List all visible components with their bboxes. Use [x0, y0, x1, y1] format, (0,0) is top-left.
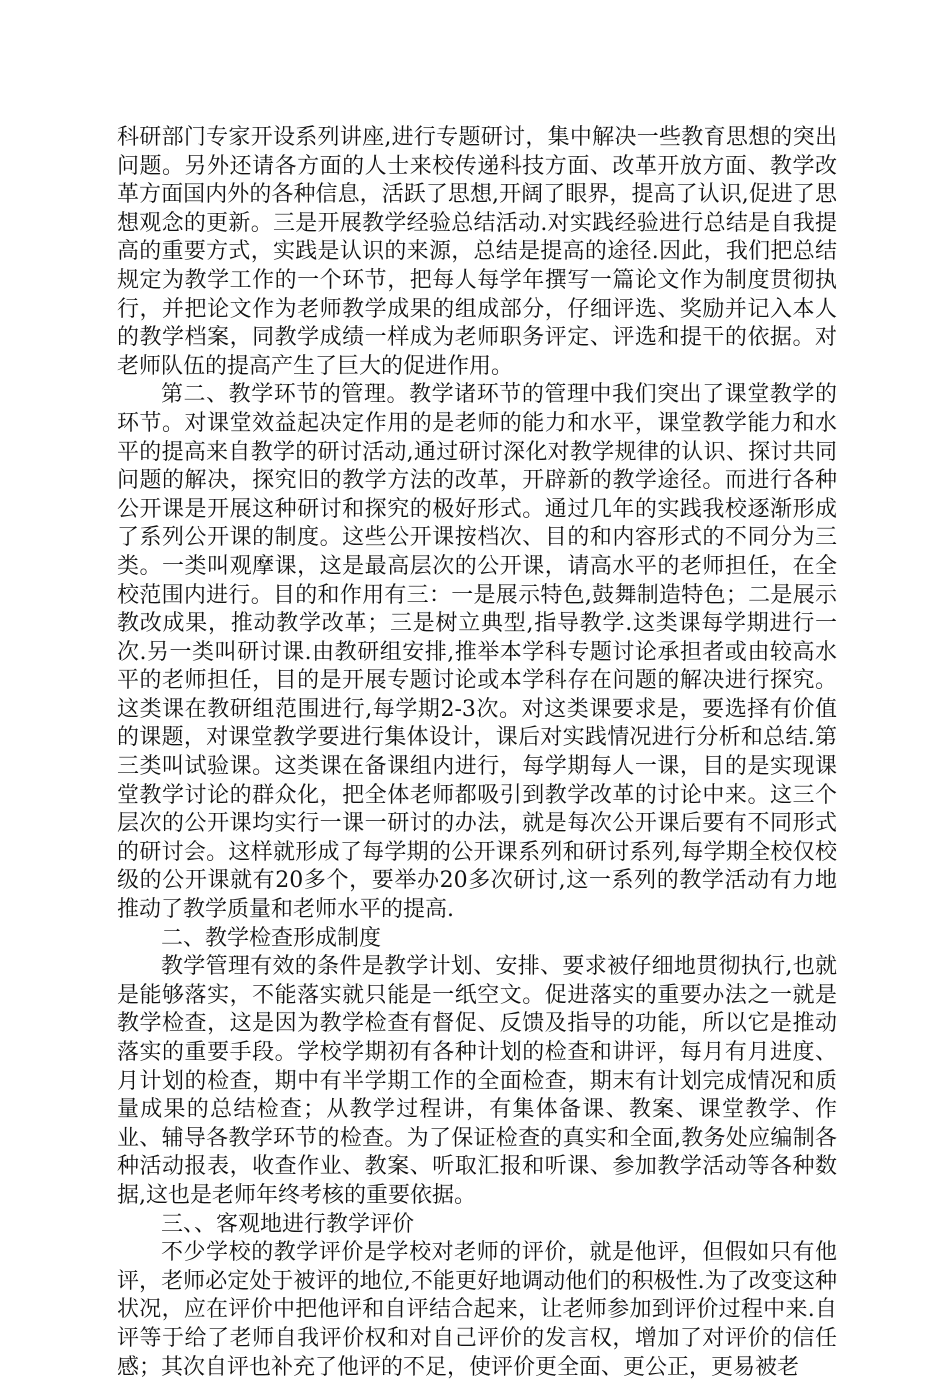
section-heading-teaching-inspection: 二、教学检查形成制度: [161, 925, 382, 951]
section-heading-teaching-evaluation: 三、、客观地进行教学评价: [161, 1211, 415, 1237]
paragraph-teaching-evaluation: 不少学校的教学评价是学校对老师的评价，就是他评，但假如只有他评，老师必定处于被评的地位,不能更好地调动他们的积极性.为了改变这种状况，应在评价中把他评和自评结合起来，让老师参加到评价过程中来.自评等于给了老师自我评价权和对自己评价的发言权，增加了对评价的信任感；其次自评也补充了他评的不足，使评价更全面、更公正，更易被老: [117, 1240, 837, 1380]
paragraph-teaching-inspection: 教学管理有效的条件是教学计划、安排、要求被仔细地贯彻执行,也就是能够落实，不能落实就只能是一纸空文。促进落实的重要办法之一就是教学检查，这是因为教学检查有督促、反馈及指导的功能，所以它是推动落实的重要手段。学校学期初有各种计划的检查和讲评，每月有月进度、月计划的检查，期中有半学期工作的全面检查，期末有计划完成情况和质量成果的总结检查；从教学过程讲，有集体备课、教案、课堂教学、作业、辅导各教学环节的检查。为了保证检查的真实和全面,教务处应编制各种活动报表，收查作业、教案、听取汇报和听课、参加教学活动等各种数据,这也是老师年终考核的重要依据。: [117, 954, 837, 1208]
paragraph-research-seminars: 科研部门专家开设系列讲座,进行专题研讨，集中解决一些教育思想的突出问题。另外还请各方面的人士来校传递科技方面、改革开放方面、教学改革方面国内外的各种信息，活跃了思想,开阔了眼界，提高了认识,促进了思想观念的更新。三是开展教学经验总结活动.对实践经验进行总结是自我提高的重要方式，实践是认识的来源，总结是提高的途径.因此，我们把总结规定为教学工作的一个环节，把每人每学年撰写一篇论文作为制度贯彻执行，并把论文作为老师教学成果的组成部分，仔细评选、奖励并记入本人的教学档案，同教学成绩一样成为老师职务评定、评选和提干的依据。对老师队伍的提高产生了巨大的促进作用。: [117, 125, 837, 379]
paragraph-teaching-link-management: 第二、教学环节的管理。教学诸环节的管理中我们突出了课堂教学的环节。对课堂效益起决定作用的是老师的能力和水平，课堂教学能力和水平的提高来自教学的研讨活动,通过研讨深化对教学规律的认识、探讨共同问题的解决，探究旧的教学方法的改革，开辟新的教学途径。而进行各种公开课是开展这种研讨和探究的极好形式。通过几年的实践我校逐渐形成了系列公开课的制度。这些公开课按档次、目的和内容形式的不同分为三类。一类叫观摩课，这是最高层次的公开课，请高水平的老师担任，在全校范围内进行。目的和作用有三：一是展示特色,鼓舞制造特色；二是展示教改成果，推动教学改革；三是树立典型,指导教学.这类课每学期进行一次.另一类叫研讨课.由教研组安排,推举本学科专题讨论承担者或由较高水平的老师担任，目的是开展专题讨论或本学科存在问题的解决进行探究。这类课在教研组范围进行,每学期2-3次。对这类课要求是，要选择有价值的课题，对课堂教学要进行集体设计，课后对实践情况进行分析和总结.第三类叫试验课。这类课在备课组内进行，每学期每人一课，目的是实现课堂教学讨论的群众化，把全体老师都吸引到教学改革的讨论中来。这三个层次的公开课均实行一课一研讨的办法，就是每次公开课后要有不同形式的研讨会。这样就形成了每学期的公开课系列和研讨系列,每学期全校仅校级的公开课就有20多个，要举办20多次研讨,这一系列的教学活动有力地推动了教学质量和老师水平的提高.: [117, 382, 837, 923]
document-page: [117, 124, 837, 1382]
